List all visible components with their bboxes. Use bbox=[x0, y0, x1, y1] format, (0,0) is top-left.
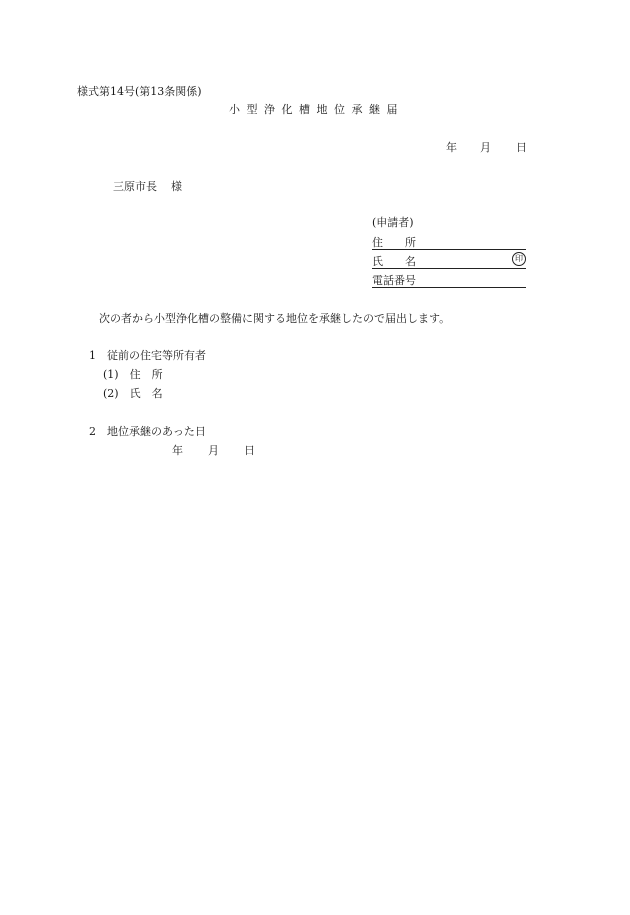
addressee bbox=[113, 180, 182, 194]
section1-heading: 1 従前の住宅等所有者 bbox=[89, 349, 206, 362]
applicant-name-label: 氏 名 bbox=[372, 255, 416, 268]
applicant-heading: (申請者) bbox=[372, 216, 414, 229]
succession-year-label: 年 bbox=[172, 444, 183, 457]
applicant-address-field[interactable] bbox=[372, 233, 526, 250]
seal-mark-icon: 印 bbox=[512, 252, 526, 266]
section2-heading: 2 地位承継のあった日 bbox=[89, 425, 206, 438]
document-title: 小型浄化槽地位承継届 bbox=[229, 103, 404, 116]
addressee-honorific: 様 bbox=[171, 180, 182, 193]
addressee-name: 三原市長 bbox=[113, 180, 157, 193]
date-day-label: 日 bbox=[516, 141, 527, 154]
applicant-phone-field[interactable] bbox=[372, 271, 526, 288]
date-year-label: 年 bbox=[446, 141, 457, 154]
form-number: 様式第14号(第13条関係) bbox=[77, 85, 202, 98]
applicant-address-label: 住 所 bbox=[372, 236, 416, 249]
succession-month-label: 月 bbox=[208, 444, 219, 457]
section1-address-item: (1) 住 所 bbox=[103, 368, 163, 381]
date-month-label: 月 bbox=[480, 141, 491, 154]
statement-text: 次の者から小型浄化槽の整備に関する地位を承継したので届出します。 bbox=[99, 312, 451, 325]
applicant-phone-label: 電話番号 bbox=[372, 274, 416, 287]
section1-name-item: (2) 氏 名 bbox=[103, 387, 163, 400]
applicant-name-field[interactable] bbox=[372, 252, 526, 269]
succession-day-label: 日 bbox=[244, 444, 255, 457]
